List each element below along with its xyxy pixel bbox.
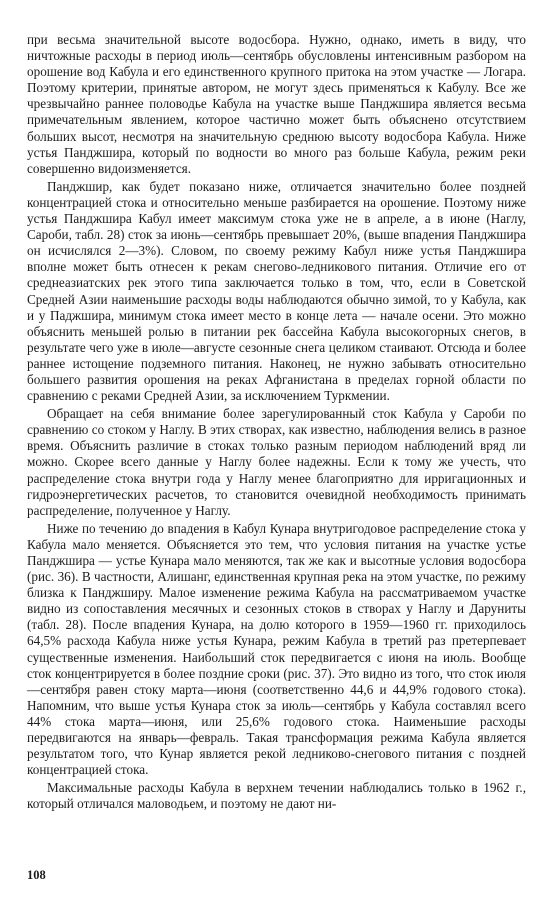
paragraph-1: при весьма значительной высоте водосбора. Нужно, однако, иметь в виду, что ничтожные расходы в период июль—сентябрь обусловлены интенсивным разбором на орошение вод Кабула и его единственного крупного притока на этом участке — Логара. Поэтому критерии, принятые автором, не могут здесь применяться к Кабулу. Все же чрезвычайно раннее половодье Кабула на участке выше Панджшира является весьма примечательным явлением, которое частично может быть объяснено отсутствием больших высот, несмотря на значительную среднюю высоту водосбора Кабула. Ниже устья Панджшира, который по водности во много раз больше Кабула, режим реки совершенно видоизменяется. — [27, 32, 526, 176]
page-body — [27, 32, 526, 815]
paragraph-3: Обращает на себя внимание более зарегулированный сток Кабула у Сароби по сравнению со стоком у Наглу. В этих створах, как известно, наблюдения велись в разное время. Объяснить различие в стоках только разным периодом наблюдений вряд ли можно. Скорее всего данные у Наглу более надежны. Если к тому же учесть, что распределение стока внутри года у Наглу менее благоприятно для ирригационных и гидроэнергетических расчетов, то становится очевидной необходимость принимать распределение, полученное у Наглу. — [27, 406, 526, 518]
paragraph-5: Максимальные расходы Кабула в верхнем течении наблюдались только в 1962 г., который отличался маловодьем, и поэтому не дают ни- — [27, 780, 526, 812]
paragraph-4: Ниже по течению до впадения в Кабул Кунара внутригодовое распределение стока у Кабула мало меняется. Объясняется это тем, что условия питания на участке устье Панджшира — устье Кунара мало меняются, так же как и высотные условия водосбора (рис. 36). В частности, Алишанг, единственная крупная река на этом участке, по режиму близка к Панджширу. Малое изменение режима Кабула на рассматриваемом участке видно из сопоставления месячных и сезонных стоков в створах у Наглу и Даруниты (табл. 28). После впадения Кунара, на долю которого в 1959—1960 гг. приходилось 64,5% расхода Кабула ниже устья Кунара, режим Кабула в третий раз претерпевает существенные изменения. Наибольший сток передвигается с июня на июль. Вообще сток концентрируется в более поздние сроки (рис. 37). Это видно из того, что сток июля—сентября равен стоку марта—июня (соответственно 44,6 и 44,9% годового стока). Напомним, что выше устья Кунара сток за июль—сентябрь у Кабула составлял всего 44% стока марта—июня, или 25,6% годового стока. Наименьшие расходы передвигаются на январь—февраль. Такая трансформация режима Кабула является результатом того, что Кунар является рекой ледниково-снегового питания с поздней концентрацией стока. — [27, 520, 526, 778]
page-number: 108 — [27, 868, 46, 882]
paragraph-2: Панджшир, как будет показано ниже, отличается значительно более поздней концентрацией стока и относительно меньше разбирается на орошение. Поэтому ниже устья Панджшира Кабул имеет максимум стока уже не в апреле, а в июне (Наглу, Сароби, табл. 28) сток за июнь—сентябрь превышает 20%, (выше впадения Панджшира он исчислялся 2—3%). Словом, по своему режиму Кабул ниже устья Панджшира вполне может быть отнесен к рекам снегово-ледникового питания. Отличие его от среднеазиатских рек этого типа заключается только в том, что, если в Советской Средней Азии наименьшие расходы воды наблюдаются обычно зимой, то у Кабула, как и у Паджшира, минимум стока имеет место в конце лета — начале осени. Это можно объяснить меньшей ролью в питании рек бассейна Кабула высокогорных снегов, в результате чего уже в июле—августе сезонные снега целиком стаивают. Отсюда и более раннее истощение подземного питания. Наконец, не нужно забывать относительно большего развития орошения на реках Афганистана в пределах горной области по сравнению с реками Средней Азии, за исключением Туркмении. — [27, 178, 526, 404]
